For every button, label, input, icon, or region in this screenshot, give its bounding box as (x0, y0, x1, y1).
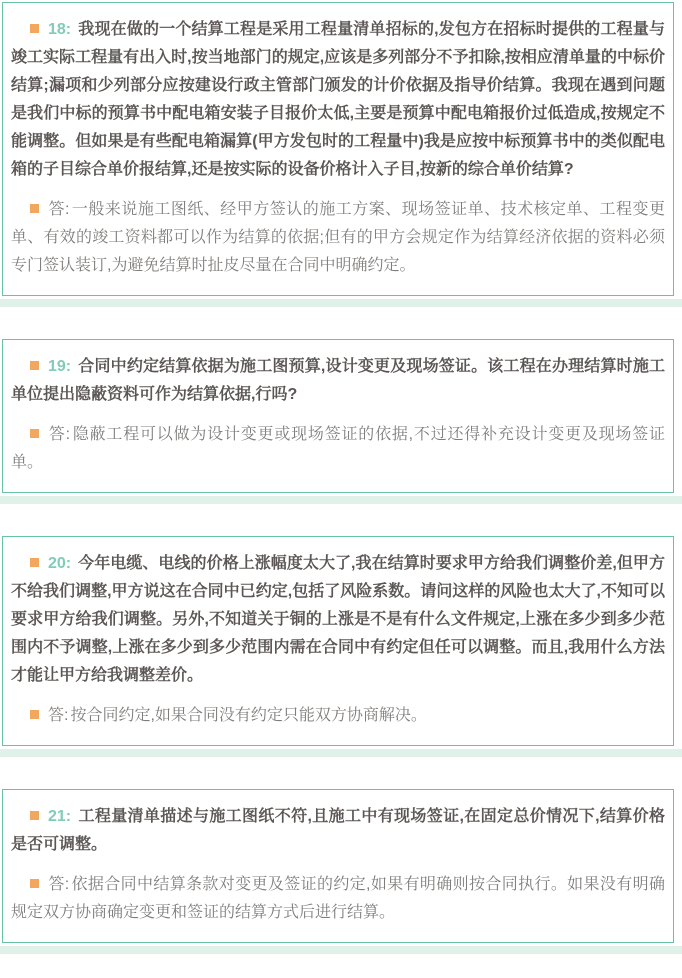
question-number: 21: (48, 808, 72, 825)
question-number: 19: (48, 358, 72, 375)
square-bullet-icon (30, 429, 39, 438)
square-bullet-icon (30, 361, 39, 370)
card-shadow-divider (0, 749, 682, 757)
answer-label: 答: (48, 201, 70, 218)
qa-card-21 (2, 789, 674, 943)
question-number: 18: (48, 21, 72, 38)
answer-paragraph (11, 196, 665, 280)
answer-label: 答: (48, 876, 70, 893)
answer-paragraph (11, 702, 665, 730)
square-bullet-icon (30, 558, 39, 567)
square-bullet-icon (30, 24, 39, 33)
question-text: 合同中约定结算依据为施工图预算,设计变更及现场签证。该工程在办理结算时施工单位提出隐蔽资料可作为结算依据,行吗? (11, 358, 665, 403)
square-bullet-icon (30, 811, 39, 820)
answer-paragraph (11, 421, 665, 477)
question-text: 工程量清单描述与施工图纸不符,且施工中有现场签证,在固定总价情况下,结算价格是否可调整。 (11, 808, 665, 853)
answer-text: 按合同约定,如果合同没有约定只能双方协商解决。 (70, 707, 427, 724)
qa-card-20 (2, 536, 674, 746)
question-number: 20: (48, 555, 72, 572)
qa-card-19 (2, 339, 674, 493)
card-shadow-divider (0, 946, 682, 954)
answer-text: 隐蔽工程可以做为设计变更或现场签证的依据,不过还得补充设计变更及现场签证单。 (11, 426, 665, 471)
question-paragraph (11, 803, 665, 859)
answer-text: 一般来说施工图纸、经甲方签认的施工方案、现场签证单、技术核定单、工程变更单、有效的竣工资料都可以作为结算的依据;但有的甲方会规定作为结算经济依据的资料必须专门签认装订,为避免结算时扯皮尽量在合同中明确约定。 (11, 201, 665, 274)
square-bullet-icon (30, 879, 39, 888)
answer-label: 答: (48, 707, 69, 724)
answer-label: 答: (48, 426, 71, 443)
answer-paragraph (11, 871, 665, 927)
qa-card-18 (2, 2, 674, 296)
square-bullet-icon (30, 204, 39, 213)
answer-text: 依据合同中结算条款对变更及签证的约定,如果有明确则按合同执行。如果没有明确规定双方协商确定变更和签证的结算方式后进行结算。 (11, 876, 665, 921)
card-shadow-divider (0, 299, 682, 307)
question-paragraph (11, 353, 665, 409)
question-paragraph (11, 550, 665, 690)
question-paragraph (11, 16, 665, 184)
card-shadow-divider (0, 496, 682, 504)
question-text: 我现在做的一个结算工程是采用工程量清单招标的,发包方在招标时提供的工程量与竣工实际工程量有出入时,按当地部门的规定,应该是多列部分不予扣除,按相应清单量的中标价结算;漏项和少列部分应按建设行政主管部门颁发的计价依据及指导价结算。我现在遇到问题是我们中标的预算书中配电箱安装子目报价太低,主要是预算中配电箱报价过低造成,按规定不能调整。但如果是有些配电箱漏算(甲方发包时的工程量中)我是应按中标预算书中的类似配电箱的子目综合单价报结算,还是按实际的设备价格计入子目,按新的综合单价结算? (11, 21, 665, 178)
square-bullet-icon (30, 710, 39, 719)
question-text: 今年电缆、电线的价格上涨幅度太大了,我在结算时要求甲方给我们调整价差,但甲方不给我们调整,甲方说这在合同中已约定,包括了风险系数。请问这样的风险也太大了,不知可以要求甲方给我们调整。另外,不知道关于铜的上涨是不是有什么文件规定,上涨在多少到多少范围内不予调整,上涨在多少到多少范围内需在合同中有约定但任可以调整。而且,我用什么方法才能让甲方给我调整差价。 (11, 555, 665, 684)
